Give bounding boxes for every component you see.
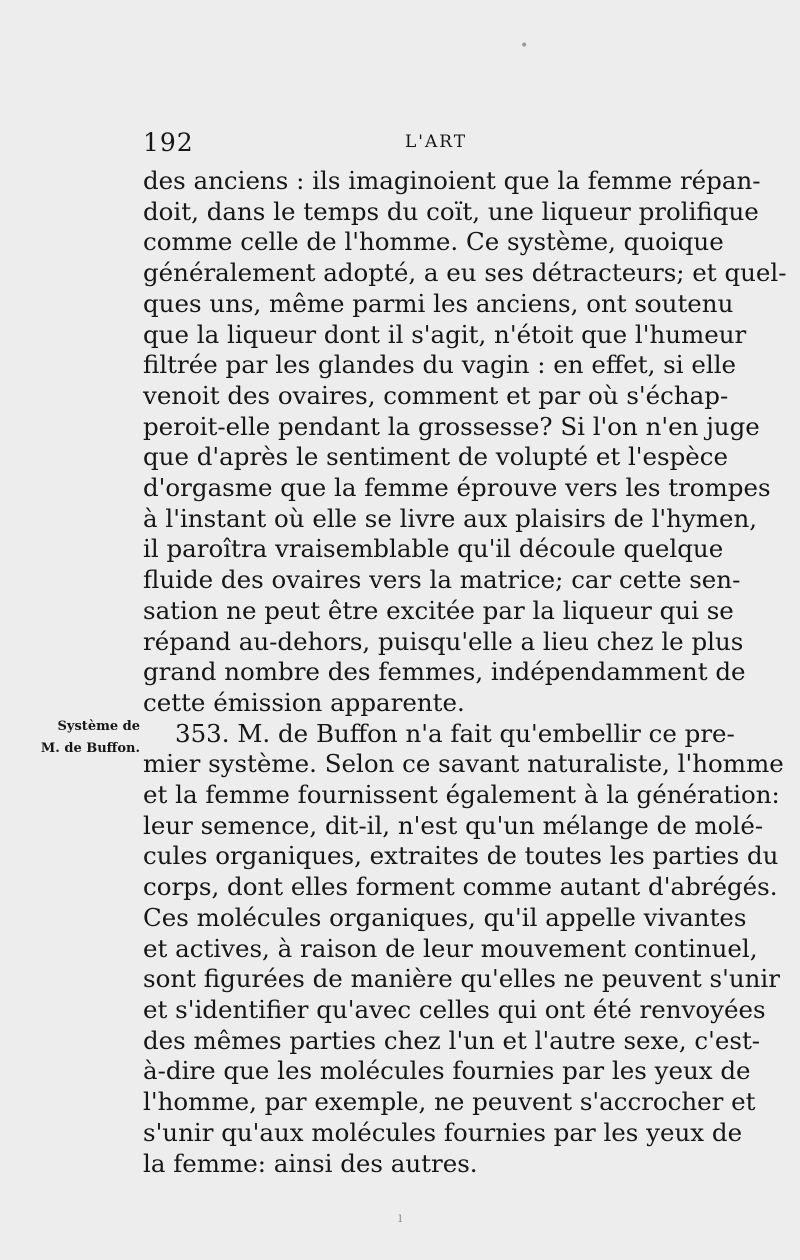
text-line: la femme: ainsi des autres. xyxy=(143,1148,478,1178)
text-line: cules organiques, extraites de toutes les parties du xyxy=(143,841,779,871)
text-line: généralement adopté, a eu ses détracteurs; et quel- xyxy=(143,258,787,288)
marginal-note-line: M. de Buffon. xyxy=(40,741,140,756)
text-line: comme celle de l'homme. Ce système, quoique xyxy=(143,227,724,257)
ink-speck: ı xyxy=(398,1210,403,1226)
page-header xyxy=(143,128,723,158)
text-line: que la liqueur dont il s'agit, n'étoit que l'humeur xyxy=(143,319,747,349)
text-line: mier système. Selon ce savant naturaliste, l'homme xyxy=(143,749,784,779)
text-line: ques uns, même parmi les anciens, ont soutenu xyxy=(143,288,734,318)
text-line: fluide des ovaires vers la matrice; car cette sen- xyxy=(143,565,741,595)
body-text xyxy=(143,166,787,1179)
text-line: sation ne peut être excitée par la liqueur qui se xyxy=(143,595,734,625)
text-line: des anciens : ils imaginoient que la femme répan- xyxy=(143,166,761,195)
text-line: sont figurées de manière qu'elles ne peuvent s'unir xyxy=(143,964,780,994)
text-line: filtrée par les glandes du vagin : en effet, si elle xyxy=(143,350,737,380)
text-line: l'homme, par exemple, ne peuvent s'accrocher et xyxy=(143,1087,756,1117)
marginal-note xyxy=(30,716,140,760)
ink-speck: • xyxy=(520,38,529,54)
marginal-note-line: Système de xyxy=(57,719,140,734)
text-line: s'unir qu'aux molécules fournies par les yeux de xyxy=(143,1117,743,1147)
text-line: et s'identifier qu'avec celles qui ont été renvoyées xyxy=(143,994,766,1024)
text-line: 353. M. de Buffon n'a fait qu'embellir ce pre- xyxy=(175,718,735,748)
text-line: Ces molécules organiques, qu'il appelle vivantes xyxy=(143,902,747,932)
text-line: leur semence, dit-il, n'est qu'un mélange de molé- xyxy=(143,810,764,840)
paragraph-2 xyxy=(143,718,784,1180)
running-head: L'ART xyxy=(405,132,468,152)
text-line: il paroîtra vraisemblable qu'il découle quelque xyxy=(143,534,724,564)
text-line: des mêmes parties chez l'un et l'autre sexe, c'est- xyxy=(143,1025,761,1055)
text-line: corps, dont elles forment comme autant d'abrégés. xyxy=(143,872,778,902)
text-line: doit, dans le temps du coït, une liqueur prolifique xyxy=(143,196,759,226)
paragraph-1 xyxy=(143,166,787,719)
text-line: venoit des ovaires, comment et par où s'échap- xyxy=(143,380,729,410)
text-line: cette émission apparente. xyxy=(143,687,465,717)
text-line: que d'après le sentiment de volupté et l'espèce xyxy=(143,442,728,472)
text-line: d'orgasme que la femme éprouve vers les trompes xyxy=(143,473,771,503)
page-number: 192 xyxy=(143,128,194,157)
text-line: et la femme fournissent également à la génération: xyxy=(143,780,780,810)
text-line: répand au-dehors, puisqu'elle a lieu chez le plus xyxy=(143,626,744,656)
text-line: à-dire que les molécules fournies par les yeux de xyxy=(143,1056,751,1086)
text-line: et actives, à raison de leur mouvement continuel, xyxy=(143,933,758,963)
text-line: peroit-elle pendant la grossesse? Si l'on n'en juge xyxy=(143,411,760,441)
text-line: grand nombre des femmes, indépendamment de xyxy=(143,657,746,687)
text-line: à l'instant où elle se livre aux plaisirs de l'hymen, xyxy=(143,503,758,533)
